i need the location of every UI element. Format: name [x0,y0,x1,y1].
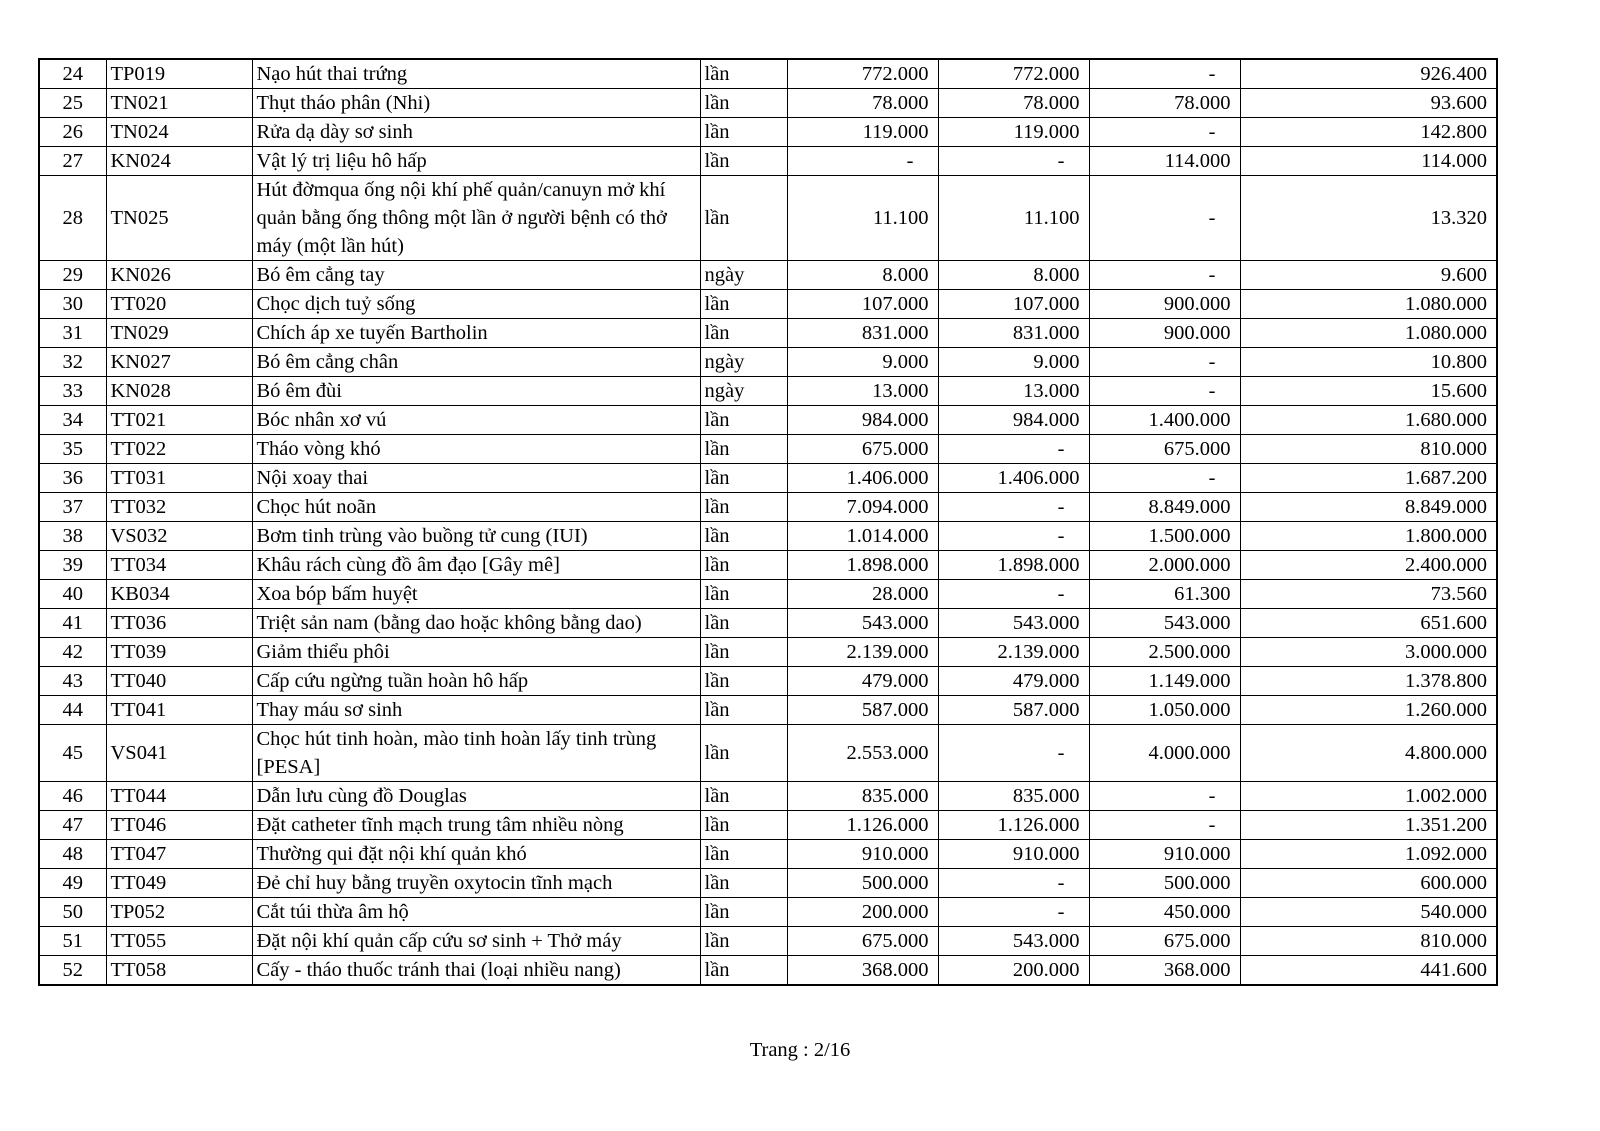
table-row [39,927,1497,956]
unit-cell: lần [700,493,787,522]
price-col-2-cell: 835.000 [938,782,1089,811]
row-number-cell: 42 [39,638,106,667]
price-col-3-cell: - [1089,782,1240,811]
row-number-cell: 33 [39,377,106,406]
price-col-1-cell: 479.000 [787,667,938,696]
price-col-1-cell: 835.000 [787,782,938,811]
table-body [39,59,1497,985]
price-col-3-cell: 900.000 [1089,319,1240,348]
price-col-3-cell: - [1089,59,1240,89]
price-col-2-cell: - [938,725,1089,782]
price-col-4-cell: 13.320 [1240,176,1497,261]
service-code-cell: TT046 [106,811,252,840]
price-col-4-cell: 1.002.000 [1240,782,1497,811]
price-col-2-cell: 1.406.000 [938,464,1089,493]
table-row [39,377,1497,406]
price-col-3-cell: 4.000.000 [1089,725,1240,782]
price-col-1-cell: 1.014.000 [787,522,938,551]
service-name-cell: Bó êm cẳng tay [252,261,700,290]
price-col-2-cell: 11.100 [938,176,1089,261]
price-col-4-cell: 1.800.000 [1240,522,1497,551]
row-number-cell: 24 [39,59,106,89]
unit-cell: lần [700,869,787,898]
price-col-1-cell: 675.000 [787,927,938,956]
unit-cell: lần [700,176,787,261]
table-row [39,319,1497,348]
price-col-1-cell: 107.000 [787,290,938,319]
service-code-cell: KN028 [106,377,252,406]
table-row [39,551,1497,580]
unit-cell: lần [700,898,787,927]
unit-cell: lần [700,725,787,782]
table-row [39,782,1497,811]
service-code-cell: TT032 [106,493,252,522]
price-col-1-cell: 9.000 [787,348,938,377]
price-col-4-cell: 1.351.200 [1240,811,1497,840]
service-name-cell: Dẫn lưu cùng đồ Douglas [252,782,700,811]
row-number-cell: 37 [39,493,106,522]
price-col-3-cell: 368.000 [1089,956,1240,986]
price-col-4-cell: 73.560 [1240,580,1497,609]
table-row [39,147,1497,176]
table-row [39,840,1497,869]
service-code-cell: TT034 [106,551,252,580]
price-col-1-cell: 1.406.000 [787,464,938,493]
price-col-3-cell: 114.000 [1089,147,1240,176]
price-col-2-cell: 119.000 [938,118,1089,147]
service-code-cell: KN026 [106,261,252,290]
price-col-2-cell: 543.000 [938,609,1089,638]
price-col-4-cell: 142.800 [1240,118,1497,147]
unit-cell: lần [700,435,787,464]
service-name-cell: Cắt túi thừa âm hộ [252,898,700,927]
table-row [39,89,1497,118]
unit-cell: lần [700,147,787,176]
row-number-cell: 47 [39,811,106,840]
unit-cell: lần [700,319,787,348]
price-col-1-cell: 200.000 [787,898,938,927]
price-col-2-cell: - [938,522,1089,551]
table-row [39,435,1497,464]
service-code-cell: KN024 [106,147,252,176]
price-col-2-cell: 831.000 [938,319,1089,348]
row-number-cell: 46 [39,782,106,811]
row-number-cell: 29 [39,261,106,290]
service-name-cell: Thụt tháo phân (Nhi) [252,89,700,118]
price-col-4-cell: 2.400.000 [1240,551,1497,580]
price-col-3-cell: 450.000 [1089,898,1240,927]
table-row [39,725,1497,782]
table-row [39,956,1497,986]
price-col-1-cell: 78.000 [787,89,938,118]
table-row [39,522,1497,551]
price-col-4-cell: 540.000 [1240,898,1497,927]
service-name-cell: Tháo vòng khó [252,435,700,464]
table-row [39,638,1497,667]
service-name-cell: Bó êm đùi [252,377,700,406]
price-col-3-cell: - [1089,464,1240,493]
price-col-3-cell: 1.400.000 [1089,406,1240,435]
service-code-cell: TT022 [106,435,252,464]
price-col-2-cell: 984.000 [938,406,1089,435]
service-name-cell: Bóc nhân xơ vú [252,406,700,435]
row-number-cell: 38 [39,522,106,551]
service-name-cell: Giảm thiểu phôi [252,638,700,667]
price-col-4-cell: 10.800 [1240,348,1497,377]
service-code-cell: TP019 [106,59,252,89]
price-col-4-cell: 1.080.000 [1240,319,1497,348]
table-row [39,406,1497,435]
row-number-cell: 44 [39,696,106,725]
service-name-cell: Chích áp xe tuyến Bartholin [252,319,700,348]
price-col-3-cell: 2.500.000 [1089,638,1240,667]
price-col-2-cell: - [938,493,1089,522]
page-number: Trang : 2/16 [749,1039,851,1061]
price-col-2-cell: 2.139.000 [938,638,1089,667]
price-col-1-cell: 13.000 [787,377,938,406]
service-code-cell: TT020 [106,290,252,319]
unit-cell: lần [700,59,787,89]
table-row [39,176,1497,261]
table-row [39,609,1497,638]
price-col-1-cell: 11.100 [787,176,938,261]
price-col-2-cell: 543.000 [938,927,1089,956]
price-col-2-cell: 772.000 [938,59,1089,89]
unit-cell: lần [700,696,787,725]
price-col-4-cell: 93.600 [1240,89,1497,118]
price-col-1-cell: 119.000 [787,118,938,147]
service-name-cell: Xoa bóp bấm huyệt [252,580,700,609]
price-col-2-cell: 8.000 [938,261,1089,290]
service-price-table [38,58,1498,986]
service-code-cell: TT058 [106,956,252,986]
price-col-4-cell: 114.000 [1240,147,1497,176]
unit-cell: lần [700,927,787,956]
price-col-3-cell: - [1089,176,1240,261]
price-col-3-cell: 500.000 [1089,869,1240,898]
row-number-cell: 50 [39,898,106,927]
table-row [39,464,1497,493]
table-row [39,667,1497,696]
price-col-2-cell: 200.000 [938,956,1089,986]
price-col-2-cell: 1.898.000 [938,551,1089,580]
service-code-cell: TN021 [106,89,252,118]
row-number-cell: 35 [39,435,106,464]
service-name-cell: Cấp cứu ngừng tuần hoàn hô hấp [252,667,700,696]
row-number-cell: 31 [39,319,106,348]
price-col-1-cell: 8.000 [787,261,938,290]
service-name-cell: Triệt sản nam (bằng dao hoặc không bằng dao) [252,609,700,638]
price-col-4-cell: 8.849.000 [1240,493,1497,522]
price-col-1-cell: 28.000 [787,580,938,609]
service-code-cell: KB034 [106,580,252,609]
price-col-3-cell: 675.000 [1089,435,1240,464]
service-code-cell: TT041 [106,696,252,725]
service-name-cell: Đặt catheter tĩnh mạch trung tâm nhiều nòng [252,811,700,840]
price-col-2-cell: 587.000 [938,696,1089,725]
service-name-cell: Chọc dịch tuỷ sống [252,290,700,319]
unit-cell: lần [700,956,787,986]
table-row [39,811,1497,840]
row-number-cell: 27 [39,147,106,176]
service-code-cell: KN027 [106,348,252,377]
service-name-cell: Bơm tinh trùng vào buồng tử cung (IUI) [252,522,700,551]
service-name-cell: Nội xoay thai [252,464,700,493]
price-col-4-cell: 1.687.200 [1240,464,1497,493]
row-number-cell: 39 [39,551,106,580]
row-number-cell: 45 [39,725,106,782]
service-name-cell: Hút đờmqua ống nội khí phế quản/canuyn mở khí quản bằng ống thông một lần ở người bệnh có thở máy (một lần hút) [252,176,700,261]
service-code-cell: TT055 [106,927,252,956]
service-code-cell: VS032 [106,522,252,551]
service-name-cell: Vật lý trị liệu hô hấp [252,147,700,176]
unit-cell: lần [700,89,787,118]
price-col-4-cell: 600.000 [1240,869,1497,898]
table-row [39,696,1497,725]
price-col-4-cell: 1.080.000 [1240,290,1497,319]
row-number-cell: 48 [39,840,106,869]
price-col-3-cell: - [1089,811,1240,840]
row-number-cell: 52 [39,956,106,986]
price-col-3-cell: 675.000 [1089,927,1240,956]
service-name-cell: Khâu rách cùng đồ âm đạo [Gây mê] [252,551,700,580]
table-row [39,869,1497,898]
price-col-3-cell: - [1089,118,1240,147]
row-number-cell: 28 [39,176,106,261]
price-col-1-cell: 675.000 [787,435,938,464]
price-col-2-cell: 479.000 [938,667,1089,696]
price-col-1-cell: 2.553.000 [787,725,938,782]
unit-cell: lần [700,609,787,638]
price-col-1-cell: - [787,147,938,176]
price-col-2-cell: - [938,898,1089,927]
price-col-4-cell: 4.800.000 [1240,725,1497,782]
unit-cell: ngày [700,377,787,406]
service-name-cell: Cấy - tháo thuốc tránh thai (loại nhiều nang) [252,956,700,986]
price-col-4-cell: 651.600 [1240,609,1497,638]
price-col-4-cell: 1.092.000 [1240,840,1497,869]
price-col-2-cell: - [938,580,1089,609]
price-col-3-cell: 900.000 [1089,290,1240,319]
price-col-2-cell: 107.000 [938,290,1089,319]
service-name-cell: Nạo hút thai trứng [252,59,700,89]
price-col-3-cell: 1.149.000 [1089,667,1240,696]
service-name-cell: Thay máu sơ sinh [252,696,700,725]
table-row [39,493,1497,522]
unit-cell: ngày [700,261,787,290]
table-row [39,261,1497,290]
service-code-cell: TT047 [106,840,252,869]
unit-cell: lần [700,638,787,667]
price-col-4-cell: 3.000.000 [1240,638,1497,667]
unit-cell: lần [700,522,787,551]
row-number-cell: 43 [39,667,106,696]
service-name-cell: Bó êm cẳng chân [252,348,700,377]
price-col-3-cell: - [1089,261,1240,290]
service-name-cell: Chọc hút noãn [252,493,700,522]
unit-cell: lần [700,782,787,811]
unit-cell: lần [700,667,787,696]
service-code-cell: TT021 [106,406,252,435]
row-number-cell: 36 [39,464,106,493]
price-col-4-cell: 810.000 [1240,435,1497,464]
service-name-cell: Đặt nội khí quản cấp cứu sơ sinh + Thở máy [252,927,700,956]
price-col-4-cell: 1.680.000 [1240,406,1497,435]
price-col-1-cell: 500.000 [787,869,938,898]
table-row [39,898,1497,927]
price-col-1-cell: 910.000 [787,840,938,869]
price-col-2-cell: 9.000 [938,348,1089,377]
price-col-1-cell: 2.139.000 [787,638,938,667]
price-col-1-cell: 7.094.000 [787,493,938,522]
table-row [39,59,1497,89]
service-code-cell: TT031 [106,464,252,493]
table-row [39,348,1497,377]
price-col-1-cell: 587.000 [787,696,938,725]
unit-cell: lần [700,840,787,869]
price-col-3-cell: - [1089,377,1240,406]
price-col-4-cell: 926.400 [1240,59,1497,89]
service-name-cell: Thường qui đặt nội khí quản khó [252,840,700,869]
row-number-cell: 25 [39,89,106,118]
price-col-3-cell: - [1089,348,1240,377]
price-col-3-cell: 1.050.000 [1089,696,1240,725]
price-col-1-cell: 831.000 [787,319,938,348]
price-col-4-cell: 1.378.800 [1240,667,1497,696]
unit-cell: lần [700,290,787,319]
price-col-4-cell: 441.600 [1240,956,1497,986]
price-col-3-cell: 2.000.000 [1089,551,1240,580]
price-col-2-cell: - [938,435,1089,464]
price-col-4-cell: 15.600 [1240,377,1497,406]
price-col-2-cell: 78.000 [938,89,1089,118]
price-col-3-cell: 543.000 [1089,609,1240,638]
unit-cell: lần [700,811,787,840]
price-col-4-cell: 810.000 [1240,927,1497,956]
price-col-3-cell: 8.849.000 [1089,493,1240,522]
price-col-1-cell: 1.126.000 [787,811,938,840]
service-name-cell: Rửa dạ dày sơ sinh [252,118,700,147]
service-code-cell: TT044 [106,782,252,811]
price-col-3-cell: 1.500.000 [1089,522,1240,551]
table-row [39,580,1497,609]
service-code-cell: TN024 [106,118,252,147]
price-col-1-cell: 543.000 [787,609,938,638]
service-code-cell: TN025 [106,176,252,261]
unit-cell: lần [700,406,787,435]
price-col-1-cell: 772.000 [787,59,938,89]
row-number-cell: 30 [39,290,106,319]
price-col-3-cell: 910.000 [1089,840,1240,869]
row-number-cell: 41 [39,609,106,638]
unit-cell: lần [700,118,787,147]
row-number-cell: 32 [39,348,106,377]
service-name-cell: Đẻ chỉ huy bằng truyền oxytocin tĩnh mạch [252,869,700,898]
unit-cell: lần [700,551,787,580]
table-row [39,118,1497,147]
unit-cell: lần [700,580,787,609]
price-col-2-cell: 1.126.000 [938,811,1089,840]
service-code-cell: TT036 [106,609,252,638]
price-col-4-cell: 1.260.000 [1240,696,1497,725]
price-col-1-cell: 984.000 [787,406,938,435]
service-code-cell: TT039 [106,638,252,667]
unit-cell: lần [700,464,787,493]
row-number-cell: 34 [39,406,106,435]
service-code-cell: TT040 [106,667,252,696]
unit-cell: ngày [700,348,787,377]
row-number-cell: 49 [39,869,106,898]
row-number-cell: 40 [39,580,106,609]
service-code-cell: TT049 [106,869,252,898]
price-col-1-cell: 1.898.000 [787,551,938,580]
price-col-1-cell: 368.000 [787,956,938,986]
price-col-3-cell: 78.000 [1089,89,1240,118]
service-code-cell: TP052 [106,898,252,927]
price-col-2-cell: - [938,147,1089,176]
price-col-2-cell: 910.000 [938,840,1089,869]
price-col-2-cell: - [938,869,1089,898]
row-number-cell: 51 [39,927,106,956]
price-col-2-cell: 13.000 [938,377,1089,406]
service-code-cell: VS041 [106,725,252,782]
service-name-cell: Chọc hút tinh hoàn, mào tinh hoàn lấy tinh trùng [PESA] [252,725,700,782]
price-col-4-cell: 9.600 [1240,261,1497,290]
service-code-cell: TN029 [106,319,252,348]
price-col-3-cell: 61.300 [1089,580,1240,609]
row-number-cell: 26 [39,118,106,147]
table-row [39,290,1497,319]
